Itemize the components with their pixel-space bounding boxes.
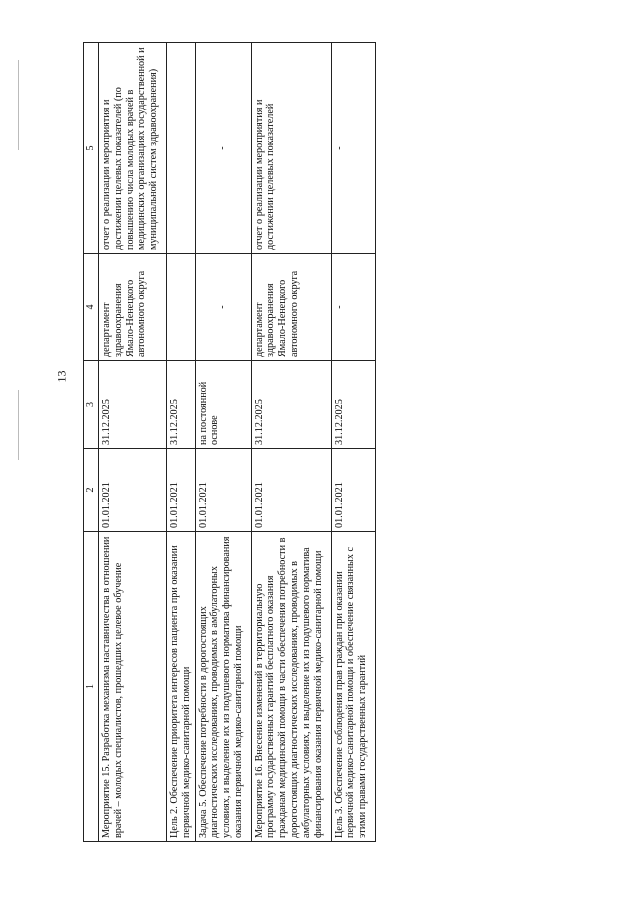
result-cell: - [331,43,375,254]
result-cell: отчет о реализации мероприятия и достижении целевых показателей [251,43,331,254]
responsible-cell: - [195,254,251,361]
result-cell: отчет о реализации мероприятия и достижении целевых показателей (по повышению числа молодых врачей в медицинских организациях государственной и муниципальной систем здравоохранения) [99,43,167,254]
end-date-cell: 31.12.2025 [331,361,375,449]
header-row [84,43,99,842]
scan-edge-mark [18,60,19,150]
plan-table [83,42,376,842]
end-date-cell: 31.12.2025 [167,361,196,449]
header-cell: 3 [84,361,99,449]
responsible-cell: - [331,254,375,361]
header-cell: 5 [84,43,99,254]
activity-cell: Мероприятие 16. Внесение изменений в территориальную программу государственных гарантий бесплатного оказания гражданам медицинской помощи в части обеспечения потребности в дорогостоящих диагностических исследованиях, проводимых в амбулаторных условиях, и выделение их из подушевого норматива финансирования оказания первичной медико-санитарной помощи [251,532,331,842]
responsible-cell: департамент здравоохранения Ямало-Ненецкого автономного округа [251,254,331,361]
page-number: 13 [54,370,69,383]
end-date-cell: 31.12.2025 [99,361,167,449]
table-row [99,43,167,842]
end-date-cell: 31.12.2025 [251,361,331,449]
header-cell: 4 [84,254,99,361]
start-date-cell: 01.01.2021 [167,449,196,532]
start-date-cell: 01.01.2021 [331,449,375,532]
scan-edge-mark [18,390,19,460]
start-date-cell: 01.01.2021 [251,449,331,532]
header-cell: 1 [84,532,99,842]
end-date-cell: на постоянной основе [195,361,251,449]
activity-cell: Задача 5. Обеспечение потребности в дорогостоящих диагностических исследованиях, проводимых в амбулаторных условиях, и выделение их из подушевого норматива финансирования оказания первичной медико-санитарной помощи [195,532,251,842]
table-row [251,43,331,842]
table-row [167,43,196,842]
activity-cell: Мероприятие 15. Разработка механизма наставничества в отношении врачей – молодых специалистов, прошедших целевое обучение [99,532,167,842]
rotated-table-container [83,43,369,842]
result-cell [167,43,196,254]
responsible-cell: департамент здравоохранения Ямало-Ненецкого автономного округа [99,254,167,361]
activity-cell: Цель 3. Обеспечение соблюдения прав граждан при оказании первичной медико-санитарной помощи и обеспечение связанных с этими правами государственных гарантий [331,532,375,842]
start-date-cell: 01.01.2021 [195,449,251,532]
activity-cell: Цель 2. Обеспечение приоритета интересов пациента при оказании первичной медико-санитарной помощи [167,532,196,842]
start-date-cell: 01.01.2021 [99,449,167,532]
result-cell: - [195,43,251,254]
table-row [195,43,251,842]
header-cell: 2 [84,449,99,532]
table-row [331,43,375,842]
responsible-cell [167,254,196,361]
